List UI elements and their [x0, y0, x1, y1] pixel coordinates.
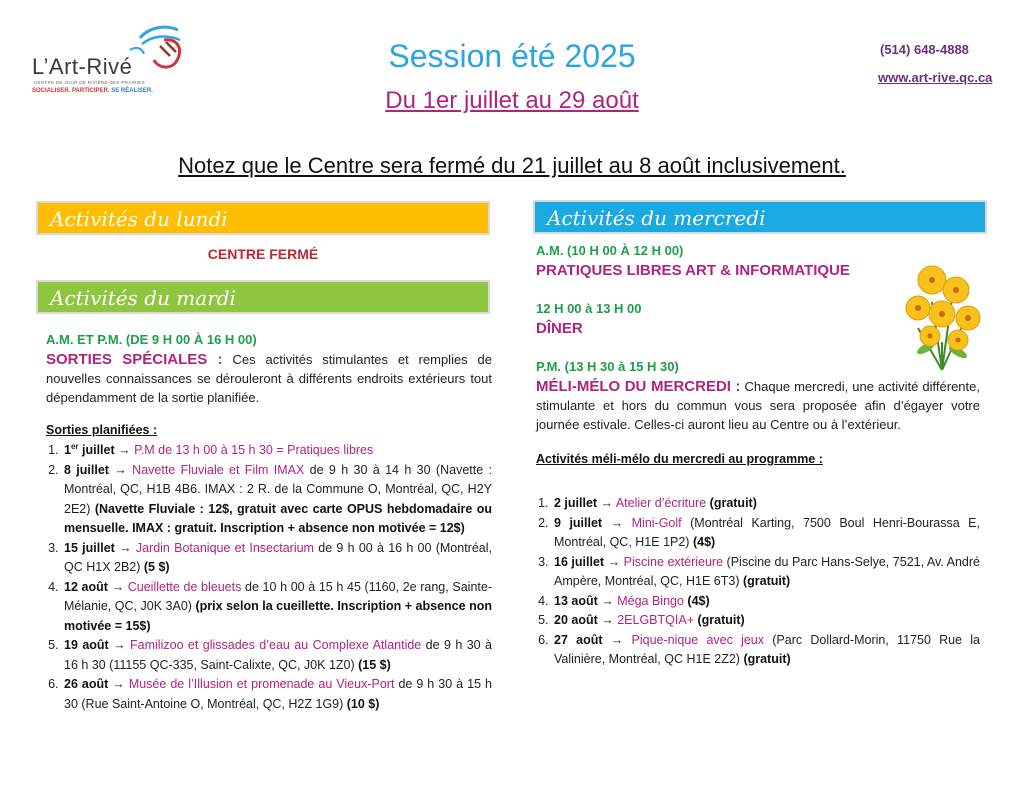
arrow-icon: →: [602, 632, 632, 647]
mercredi-activities-list: [536, 494, 980, 670]
page-title: Session été 2025: [388, 38, 636, 74]
arrow-icon: →: [114, 540, 136, 555]
mercredi-list-title: Activités méli-mélo du mercredi au programme :: [536, 452, 823, 466]
mercredi-noon-activity: DÎNER: [536, 320, 583, 337]
mercredi-noon-time: 12 H 00 à 13 H 00: [536, 301, 642, 316]
logo-tagline-part2: SE RÉALISER.: [109, 88, 153, 94]
mardi-time: A.M. ET P.M. (DE 9 H 00 À 16 H 00): [46, 332, 257, 347]
item-date: 26 août: [64, 677, 109, 692]
item-price: (15 $): [358, 657, 391, 672]
mardi-heading: SORTIES SPÉCIALES :: [46, 351, 223, 368]
item-details: de 9 h 30 à 15 h 30 (Rue Saint-Antoine O, Montréal, QC, H2Z 1G9): [64, 677, 492, 711]
item-activity: 2ELGBTQIA+: [617, 613, 694, 627]
logo-subtitle: CENTRE DE JOUR DE RIVIÈRE-DES-PRAIRIES: [34, 80, 145, 85]
arrow-icon: →: [604, 554, 624, 569]
mardi-description: [46, 350, 492, 407]
page-subtitle: Du 1er juillet au 29 août: [385, 87, 639, 114]
list-item: [552, 611, 980, 631]
item-date-sup: er: [70, 442, 79, 451]
list-item: [552, 514, 980, 553]
logo-name: L’Art-Rivé: [32, 54, 133, 79]
banner-lundi: Activités du lundi: [36, 201, 490, 235]
item-date: 19 août: [64, 638, 109, 653]
item-date: 15 juillet: [64, 540, 115, 555]
list-item: [552, 631, 980, 670]
item-date: 27 août: [554, 632, 603, 647]
banner-mercredi: Activités du mercredi: [533, 200, 987, 234]
item-date: 16 juillet: [554, 554, 605, 569]
item-activity: Mini-Golf: [631, 515, 682, 530]
item-price: (5 $): [143, 560, 170, 575]
arrow-icon: →: [597, 496, 616, 510]
arrow-icon: →: [597, 613, 618, 627]
item-activity: P.M de 13 h 00 à 15 h 30 = Pratiques libres: [134, 443, 374, 458]
mardi-section: [46, 332, 492, 714]
item-date: 20 août: [554, 613, 598, 627]
item-details: de 9 h 00 à 16 h 00 (Montréal, QC H1X 2B2): [64, 540, 492, 575]
item-activity: Méga Bingo: [617, 593, 684, 608]
phone-number: (514) 648-4888: [880, 42, 969, 57]
arrow-icon: →: [108, 462, 133, 477]
mercredi-pm-time: P.M. (13 H 30 à 15 H 30): [536, 359, 679, 374]
item-date: 1: [64, 443, 71, 458]
mardi-list-title: Sorties planifiées :: [46, 423, 158, 437]
list-item: [62, 461, 492, 539]
item-activity: Familizoo et glissades d’eau au Complexe Atlantide: [130, 638, 422, 653]
item-price: (4$): [692, 535, 716, 549]
item-details: de 10 h 00 à 15 h 45 (1160, 2e rang, Sainte-Mélanie, QC, J0K 3A0): [64, 579, 492, 614]
banner-mardi: Activités du mardi: [36, 280, 490, 314]
arrow-icon: →: [108, 638, 131, 653]
item-price: (4$): [687, 593, 710, 608]
item-date: 8 juillet: [64, 462, 109, 477]
item-price: (gratuit): [697, 613, 745, 627]
list-item: [62, 539, 492, 578]
item-price: (prix selon la cueillette. Inscription + absence non motivée = 15$): [64, 599, 492, 633]
list-item: [62, 636, 492, 675]
item-details: (Piscine du Parc Hans-Selye, 7521, Av. André Ampère, Montréal, QC, H1E 6T3): [554, 554, 980, 588]
arrow-icon: →: [602, 515, 632, 530]
website-link[interactable]: www.art-rive.qc.ca: [878, 70, 993, 85]
item-activity: Piscine extérieure: [623, 554, 724, 569]
item-details: de 9 h 30 à 16 h 30 (11155 QC-335, Saint-Calixte, QC, J0K 1Z0): [64, 638, 492, 672]
list-item: [62, 675, 492, 714]
item-price: (Navette Fluviale : 12$, gratuit avec carte OPUS hebdomadaire ou mensuelle. IMAX : gratuit. Inscription + absence non motivée = 12$): [64, 501, 492, 536]
list-item: [62, 437, 492, 461]
arrow-icon: →: [597, 593, 618, 608]
item-date: 12 août: [64, 579, 108, 594]
item-price: (gratuit): [743, 652, 791, 666]
item-date-rest: juillet: [78, 443, 115, 458]
mercredi-am-activity: PRATIQUES LIBRES ART & INFORMATIQUE: [536, 262, 850, 279]
item-details: (Parc Dollard-Morin, 11750 Rue la Valinière, Montréal, QC H1E 2Z2): [554, 632, 981, 666]
list-item: [552, 592, 980, 612]
item-details: (Montréal Karting, 7500 Boul Henri-Bourassa E, Montréal, QC, H1E 1P2): [554, 515, 980, 549]
mercredi-section: [536, 243, 980, 670]
mardi-description-text: Ces activités stimulantes et remplies de nouvelles connaissances se dérouleront à différents endroits extérieurs tout dépendamment de la sortie planifiée.: [46, 352, 492, 405]
item-activity: Musée de l’Illusion et promenade au Vieux-Port: [128, 677, 395, 692]
arrow-icon: →: [107, 579, 128, 594]
lundi-status: CENTRE FERMÉ: [207, 246, 319, 262]
item-activity: Pique-nique avec jeux: [631, 632, 765, 647]
list-item: [62, 578, 492, 637]
item-activity: Jardin Botanique et Insectarium: [135, 540, 314, 555]
item-activity: Atelier d’écriture: [615, 496, 707, 510]
mercredi-pm-heading: MÉLI-MÉLO DU MERCREDI :: [536, 378, 741, 395]
item-date: 9 juillet: [554, 515, 603, 530]
mardi-outings-list: [46, 437, 492, 714]
item-details: de 9 h 30 à 14 h 30 (Navette : Montréal, QC, H1B 4B6. IMAX : 2 R. de la Commune O, Montréal, QC, H2Y 2E2): [64, 462, 492, 516]
mercredi-pm-description: [536, 377, 980, 434]
list-item: [552, 553, 980, 592]
mercredi-pm-description-text: Chaque mercredi, une activité différente, stimulante et hors du commun vous sera proposée afin d’égayer votre journée estivale. Celles-ci auront lieu au Centre ou à l’extérieur.: [536, 379, 980, 432]
item-date: 2 juillet: [554, 496, 598, 510]
item-date: 13 août: [554, 593, 598, 608]
item-price: (10 $): [346, 696, 380, 711]
item-price: (gratuit): [709, 496, 757, 510]
item-price: (gratuit): [742, 574, 791, 588]
arrow-icon: →: [114, 443, 135, 458]
item-activity: Navette Fluviale et Film IMAX: [132, 462, 305, 477]
closure-notice: Notez que le Centre sera fermé du 21 juillet au 8 août inclusivement.: [178, 153, 846, 178]
arrow-icon: →: [108, 677, 129, 692]
list-item: [552, 494, 980, 514]
logo-tagline-part1: SOCIALISER. PARTICIPER.: [32, 88, 110, 94]
item-activity: Cueillette de bleuets: [127, 579, 242, 594]
mercredi-am-time: A.M. (10 H 00 À 12 H 00): [536, 243, 684, 258]
